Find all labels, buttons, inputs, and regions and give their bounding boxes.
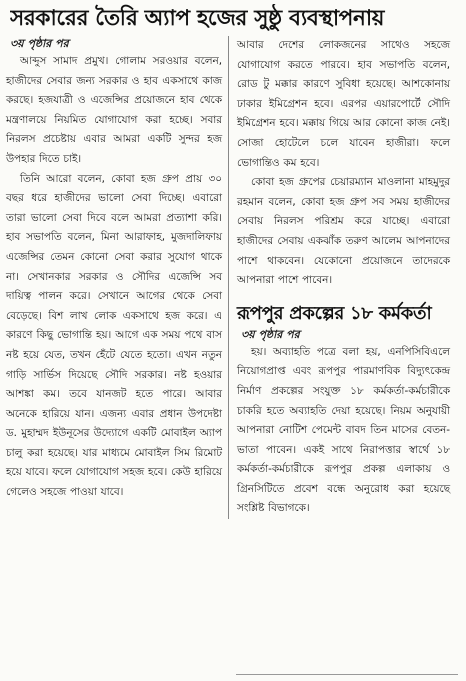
article-columns: [6, 36, 460, 519]
article-paragraph-4: কোবা হজ গ্রুপের চেয়ারম্যান মাওলানা মাহমুদুর রহমান বলেন, কোবা হজ গ্রুপ সব সময় হাজীদের সেবায় নিরলস পরিশ্রম করে যাচ্ছে। এবারো হাজীদের সেবায় একঝাঁক তরুণ আলেম আপনাদের পাশে থাকবেন। যেকোনো প্রয়োজনে তাদেরকে আপনারা পাশে পাবেন।: [237, 176, 450, 287]
article-paragraph-1: আব্দুস সামাদ প্রমুখ। গোলাম সরওয়ার বলেন, হাজীদের সেবার জন্য সরকার ও হাব একসাথে কাজ করছে। হজযাত্রী ও এজেন্সির প্রয়োজনে হাব থেকে মন্ত্রণালয়ে নিয়মিত যোগাযোগ করা হচ্ছে। সবার নিরলস প্রচেষ্টায় এবার আমরা একটি সুন্দর হজ উপহার দিতে চাই।: [6, 55, 222, 165]
main-headline: সরকারের তৈরি অ্যাপ হজের সুষ্ঠু ব্যবস্থাপনায়: [10, 6, 385, 31]
second-article-paragraph: হয়। অব্যাহতি পত্রে বলা হয়, এনপিসিবিএলে নিয়োগপ্রাপ্ত এবং রূপপুর পারমাণবিক বিদ্যুৎকেন্দ্র নির্মাণ প্রকল্পের সংযুক্ত ১৮ কর্মকর্তা-কর্মচারীকে চাকরি হতে অব্যাহতি দেয়া হয়েছে। নিয়ম অনুযায়ী আপনারা নোটিশ পেমেন্ট বাবদ তিন মাসের বেতন-ভাতা পাবেন। একই সাথে নিরাপত্তার স্বার্থে ১৮ কর্মকর্তা-কর্মচারীকে রূপপুর প্রকল্প এলাকায় ও গ্রিনসিটিতে প্রবেশ বন্ধে অনুরোধ করা হয়েছে সংশ্লিষ্ট বিভাগকে।: [237, 345, 450, 515]
article-paragraph-3: আবার দেশের লোকজনের সাথেও সহজে যোগাযোগ করতে পারবে। হাব সভাপতি বলেন, রোড টু মক্কার কারণে সুবিধা হয়েছে। আশকোনায় ঢাকার ইমিগ্রেশন হবে। এরপর এয়ারপোর্টে সৌদি ইমিগ্রেশন হবে। মক্কায় গিয়ে আর কোনো কাজ নেই। সোজা হোটেলে চলে যাবেন হাজীরা। ফলে ভোগান্তিও কম হবে।: [237, 39, 450, 169]
continued-from-label: ৩য় পৃষ্ঠার পর: [10, 37, 69, 50]
right-column: [228, 36, 450, 519]
left-column: [6, 36, 228, 519]
bottom-divider: [236, 674, 458, 675]
second-continued-from-label: ৩য় পৃষ্ঠার পর: [241, 327, 300, 341]
article-paragraph-2: তিনি আরো বলেন, কোবা হজ গ্রুপ প্রায় ৩০ বছর ধরে হাজীদের ভালো সেবা দিচ্ছে। এবারো তারা ভালো সেবা দিবে বলে আমরা প্রত্যাশা করি। হাব সভাপতি বলেন, মিনা আরাফাহ, মুজদালিফায় এজেন্সির তেমন কোনো সেবা করার সুযোগ থাকে না। সেখানকার সরকার ও সৌদির এজেন্সি সব দায়িত্ব পালন করে। সেখানে আগের থেকে সেবা বেড়েছে। বিশ লাখ লোক একসাথে হজ করে। এ কারণে কিছু ভোগান্তি হয়। আগে এক সময় পথে বাস নষ্ট হয়ে যেত, তখন হেঁটে যেতে হতো। এখন নতুন গাড়ি সার্ভিস দিয়েছে সৌদি সরকার। নষ্ট হওয়ার আশঙ্কা কম। তবে যানজট হতে পারে। আবার অনেকে হারিয়ে যান। এজন্য এবার প্রধান উপদেষ্টা ড. মুহাম্মদ ইউনূসের উদ্যোগে একটি মোবাইল অ্যাপ চালু করা হয়েছে। যার মাধ্যমে মোবাইল সিম রিমোট হয়ে যাবে। ফলে যোগাযোগ সহজ হবে। কেউ হারিয়ে গেলেও সহজে পাওয়া যাবে।: [6, 172, 222, 499]
second-article-headline: রূপপুর প্রকল্পের ১৮ কর্মকর্তা: [237, 302, 432, 324]
